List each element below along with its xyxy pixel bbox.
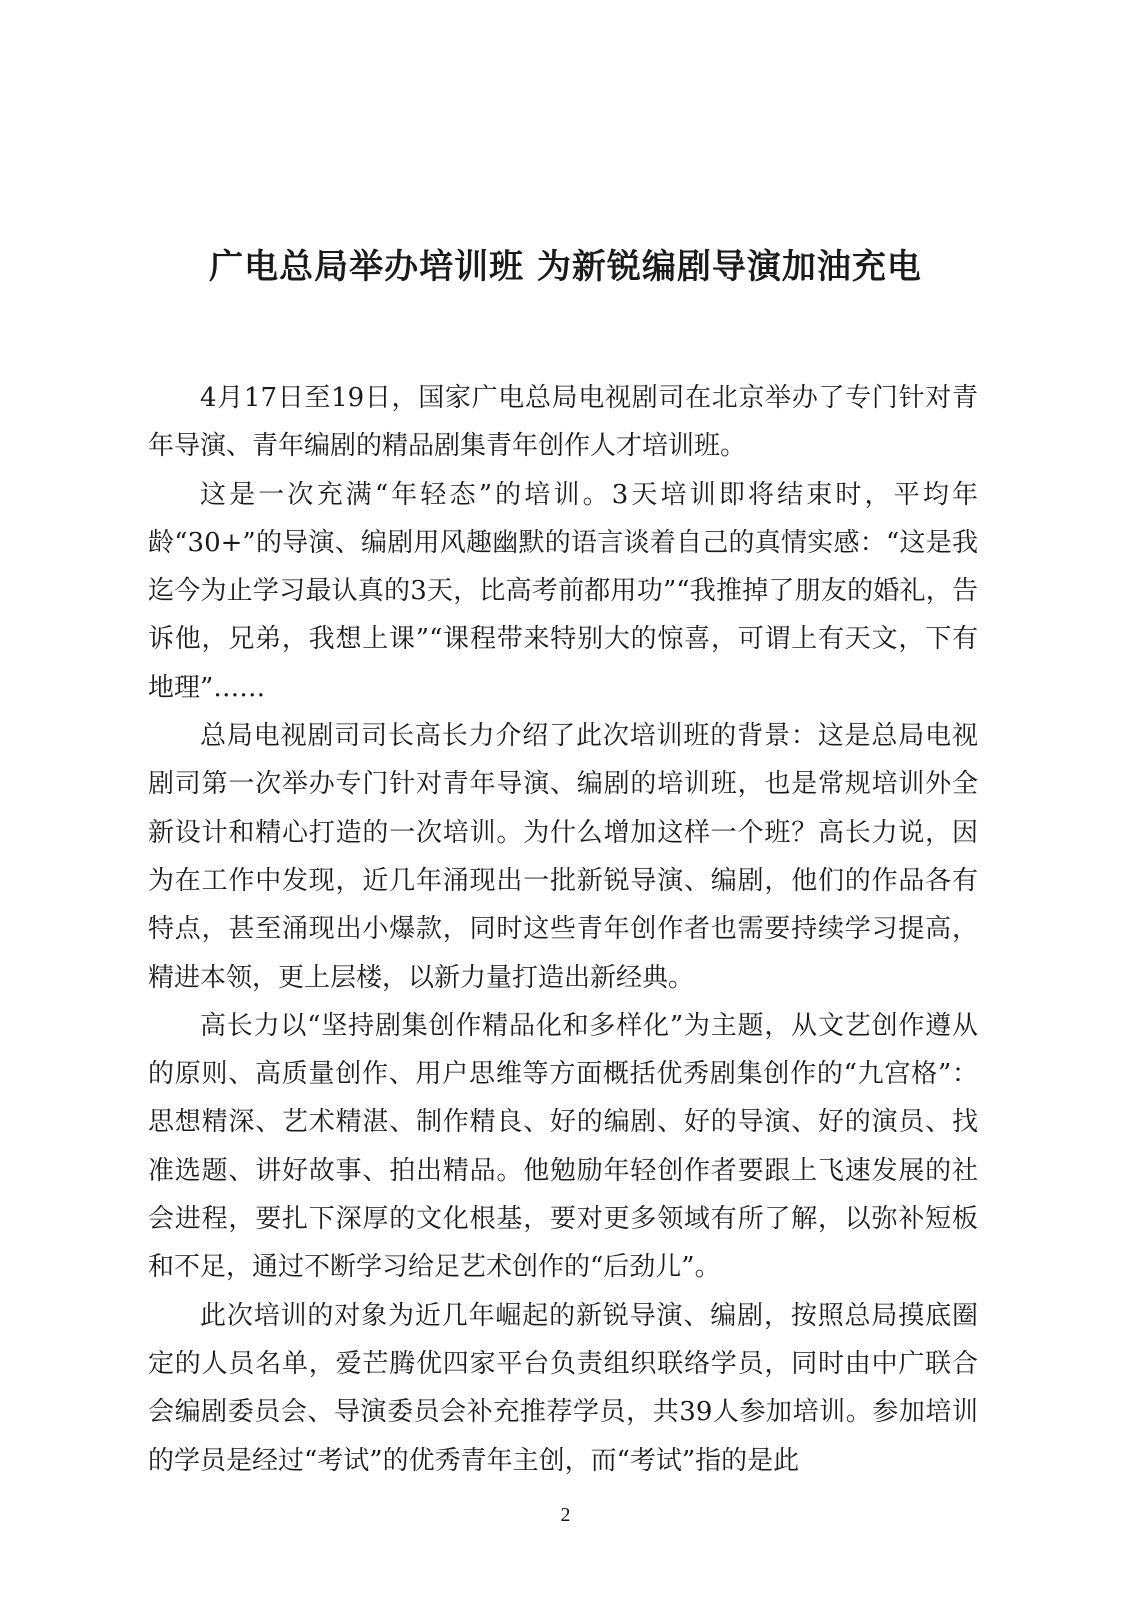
paragraph: 这是一次充满“年轻态”的培训。3天培训即将结束时，平均年龄“30+”的导演、编剧用风趣幽默的语言谈着自己的真情实感：“这是我迄今为止学习最认真的3天，比高考前都用功”“我推掉了朋友的婚礼，告诉他，兄弟，我想上课”“课程带来特别大的惊喜，可谓上有天文，下有地理”……	[148, 479, 978, 703]
paragraph: 高长力以“坚持剧集创作精品化和多样化”为主题，从文艺创作遵从的原则、高质量创作、用户思维等方面概括优秀剧集创作的“九宫格”：思想精深、艺术精湛、制作精良、好的编剧、好的导演、好的演员、找准选题、讲好故事、拍出精品。他勉励年轻创作者要跟上飞速发展的社会进程，要扎下深厚的文化根基，要对更多领域有所了解，以弥补短板和不足，通过不断学习给足艺术创作的“后劲儿”。	[148, 1010, 978, 1283]
paragraph: 4月17日至19日，国家广电总局电视剧司在北京举办了专门针对青年导演、青年编剧的精品剧集青年创作人才培训班。	[148, 383, 978, 462]
page-number: 2	[560, 1504, 571, 1526]
article-title: 广电总局举办培训班 为新锐编剧导演加油充电	[209, 247, 922, 287]
article-body	[148, 374, 978, 1485]
paragraph: 总局电视剧司司长高长力介绍了此次培训班的背景：这是总局电视剧司第一次举办专门针对青年导演、编剧的培训班，也是常规培训外全新设计和精心打造的一次培训。为什么增加这样一个班？高长力说，因为在工作中发现，近几年涌现出一批新锐导演、编剧，他们的作品各有特点，甚至涌现出小爆款，同时这些青年创作者也需要持续学习提高，精进本领，更上层楼，以新力量打造出新经典。	[148, 721, 978, 993]
paragraph: 此次培训的对象为近几年崛起的新锐导演、编剧，按照总局摸底圈定的人员名单，爱芒腾优四家平台负责组织联络学员，同时由中广联合会编剧委员会、导演委员会补充推荐学员，共39人参加培训。参加培训的学员是经过“考试”的优秀青年主创，而“考试”指的是此	[148, 1300, 978, 1476]
